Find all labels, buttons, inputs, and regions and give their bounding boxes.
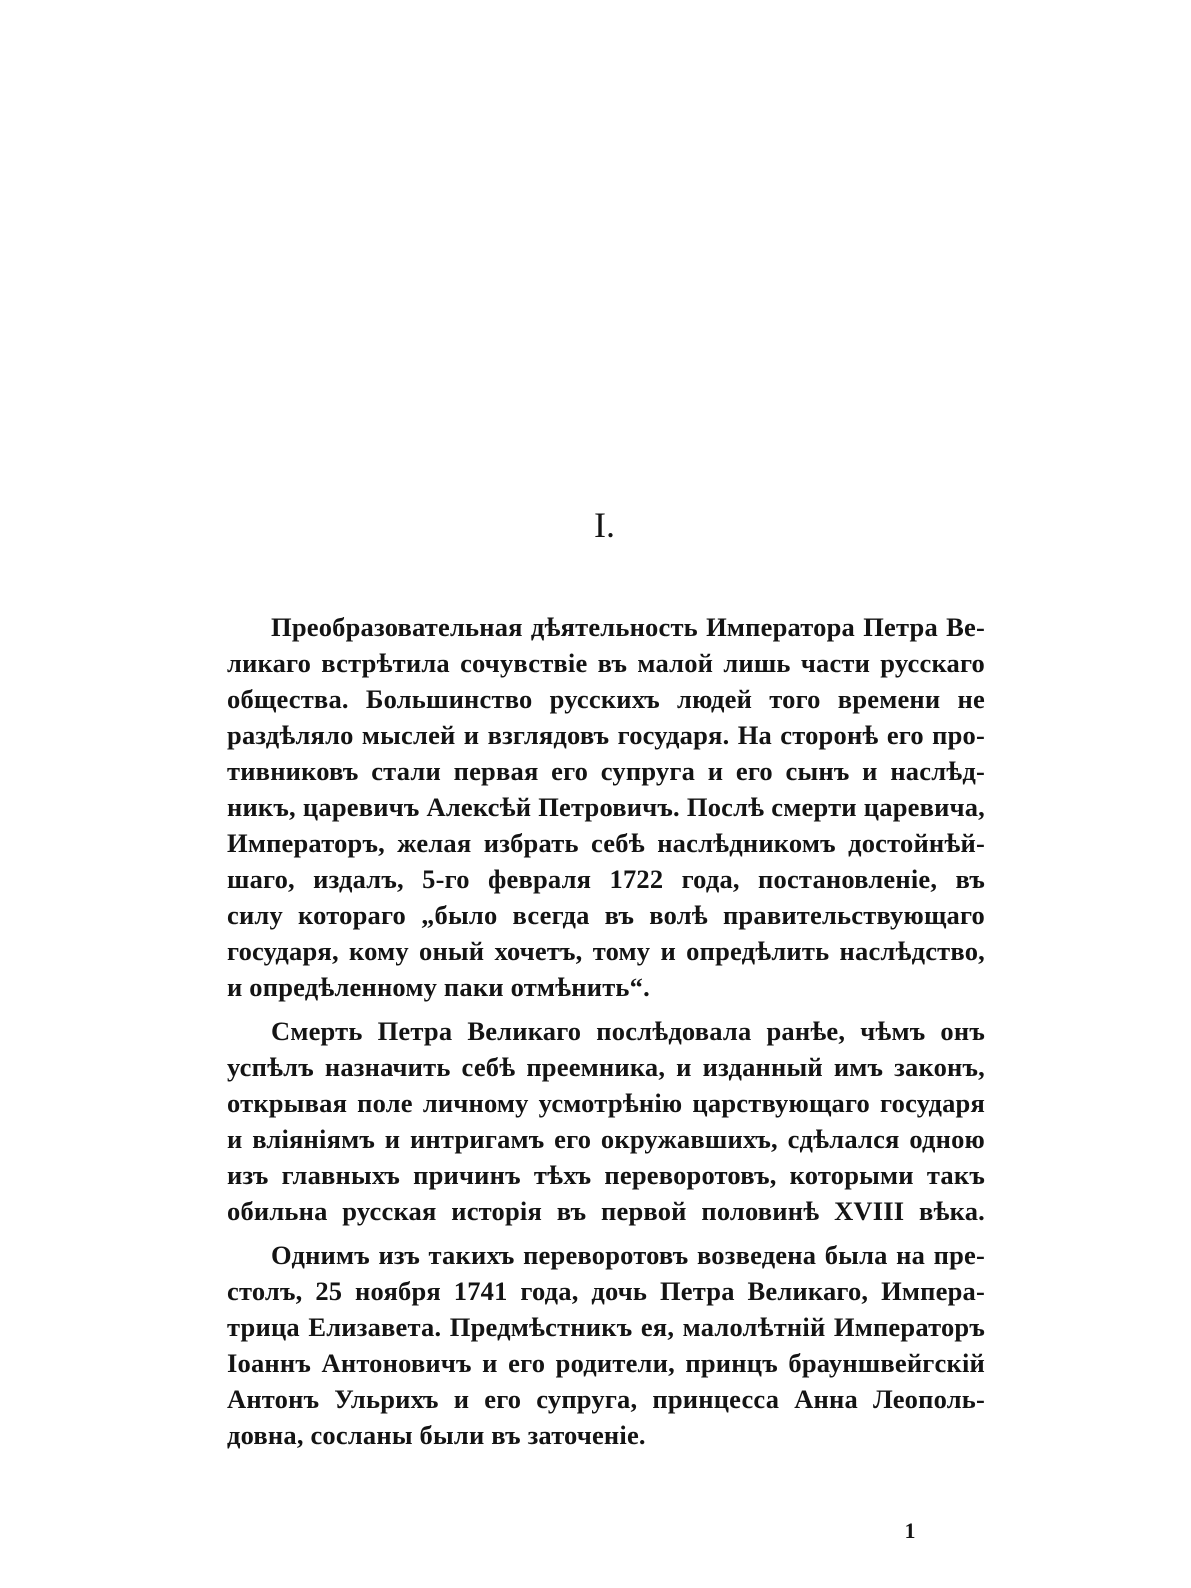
text-line: столъ, 25 ноября 1741 года, дочь Петра Великаго, Импера- [227,1276,985,1306]
text-line: Антонъ Ульрихъ и его супруга, принцесса Анна Леополь- [227,1384,985,1414]
text-line: раздѣляло мыслей и взглядовъ государя. На сторонѣ его про- [227,720,985,750]
text-line: обильна русская исторія въ первой половинѣ XVIII вѣка. [227,1196,985,1226]
text-line: государя, кому оный хочетъ, тому и опредѣлить наслѣдство, [227,936,985,966]
text-line: шаго, издалъ, 5-го февраля 1722 года, постановленіе, въ [227,864,985,894]
text-line: успѣлъ назначить себѣ преемника, и изданный имъ законъ, [227,1052,985,1082]
text-line: Іоаннъ Антоновичъ и его родители, принцъ брауншвейгскій [227,1348,985,1378]
text-line: силу котораго „было всегда въ волѣ правительствующаго [227,900,985,930]
text-line: и опредѣленному паки отмѣнить“. [227,972,650,1002]
text-line: Преобразовательная дѣятельность Императора Петра Ве- [271,612,985,642]
page-number: 1 [904,1518,916,1543]
text-line: тивниковъ стали первая его супруга и его сынъ и наслѣд- [227,756,985,786]
text-line: Однимъ изъ такихъ переворотовъ возведена была на пре- [271,1240,985,1270]
text-line: Императоръ, желая избрать себѣ наслѣдникомъ достойнѣй- [227,828,985,858]
text-line: и вліяніямъ и интригамъ его окружавшихъ, сдѣлался одною [227,1124,985,1154]
text-line: открывая поле личному усмотрѣнію царствующаго государя [227,1088,985,1118]
text-line: изъ главныхъ причинъ тѣхъ переворотовъ, которыми такъ [227,1160,985,1190]
text-line: ликаго встрѣтила сочувствіе въ малой лишь части русскаго [227,648,985,678]
chapter-number: I. [594,505,615,545]
text-line: трица Елизавета. Предмѣстникъ ея, малолѣтній Императоръ [227,1312,985,1342]
text-line: общества. Большинство русскихъ людей того времени не [227,684,985,714]
text-line: довна, сосланы были въ заточеніе. [227,1420,646,1450]
text-line: Смерть Петра Великаго послѣдовала ранѣе, чѣмъ онъ [271,1016,985,1046]
text-line: никъ, царевичъ Алексѣй Петровичъ. Послѣ смерти царевича, [227,792,985,822]
